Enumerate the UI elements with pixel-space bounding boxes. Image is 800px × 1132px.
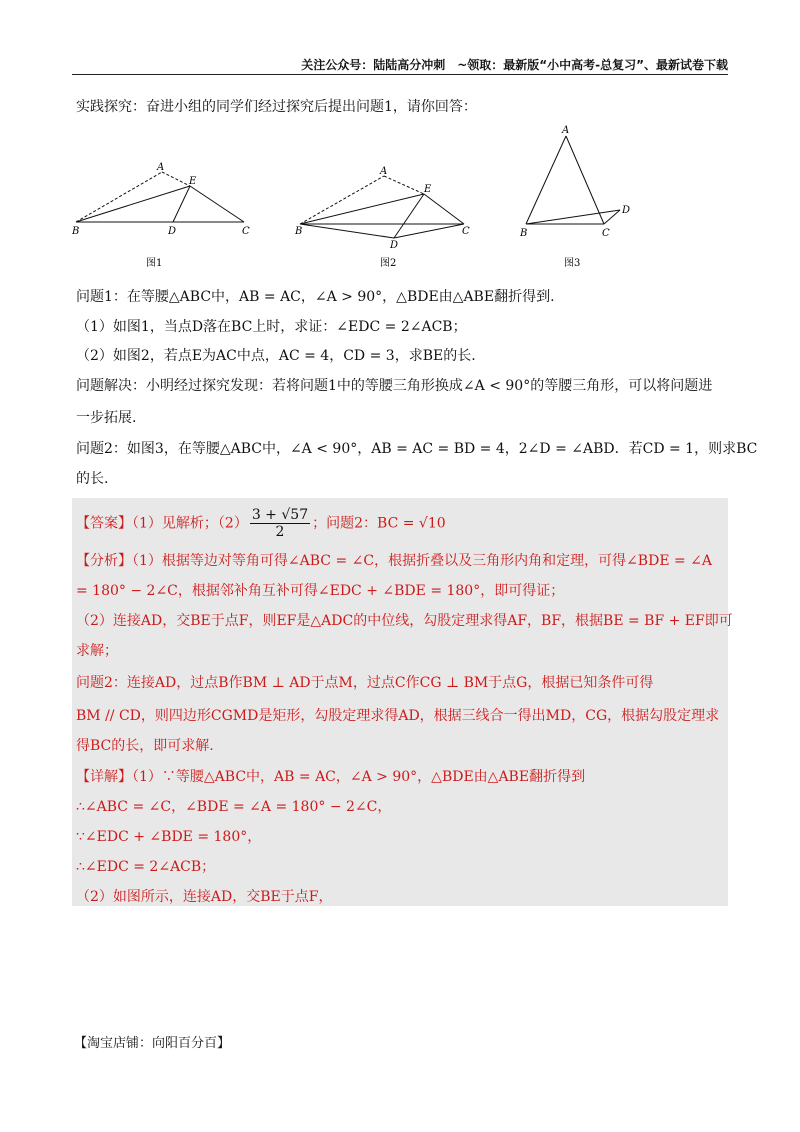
- problem-2-line-1: 问题2：如图3，在等腰△ABC中，∠A < 90°，AB = AC = BD = 4，2∠D = ∠ABD．若CD = 1，则求BC: [76, 441, 758, 457]
- problem-solving-line-2: 一步拓展.: [76, 410, 137, 426]
- figure-1: [76, 172, 244, 222]
- fig3-caption: 图3: [564, 258, 581, 269]
- intro-text: 实践探究：奋进小组的同学们经过探究后提出问题1，请你回答：: [76, 99, 477, 115]
- page-header: 关注公众号：陆陆高分冲刺 ~领取：最新版“小中高考-总复习”、最新试卷下载: [301, 58, 728, 72]
- fig1-label-b: B: [72, 226, 80, 237]
- detail-text-1: （1）∵等腰△ABC中，AB = AC，∠A > 90°，△BDE由△ABE翻折得到: [132, 769, 586, 785]
- answer-fraction-denominator: 2: [275, 524, 285, 540]
- answer-tag: 【答案】: [76, 515, 132, 532]
- fig2-label-a: A: [380, 166, 388, 177]
- analysis-line-7: 得BC的长，即可求解.: [76, 738, 214, 754]
- answer-line: [76, 507, 446, 540]
- fig3-label-b: B: [520, 228, 528, 239]
- fig1-label-d: D: [168, 226, 177, 237]
- detail-line-3: ∵∠EDC + ∠BDE = 180°，: [76, 829, 262, 845]
- detail-line-4: ∴∠EDC = 2∠ACB；: [76, 859, 216, 875]
- detail-line-2: ∴∠ABC = ∠C，∠BDE = ∠A = 180° − 2∠C，: [76, 799, 392, 815]
- fig1-label-a: A: [157, 162, 165, 173]
- analysis-line-4: 求解；: [76, 643, 118, 659]
- fig3-label-a: A: [562, 125, 570, 136]
- fig2-label-e: E: [424, 184, 432, 195]
- fig3-label-d: D: [622, 205, 631, 216]
- fig2-caption: 图2: [380, 258, 397, 269]
- fig2-label-b: B: [295, 226, 303, 237]
- fig2-label-d: D: [390, 240, 399, 251]
- analysis-line-6: BM // CD，则四边形CGMD是矩形，勾股定理求得AD，根据三线合一得出MD，CG，根据勾股定理求: [76, 708, 720, 724]
- analysis-line-1: [76, 552, 712, 570]
- figure-3: [526, 136, 620, 224]
- detail-line-1: [76, 768, 585, 786]
- analysis-line-3: （2）连接AD，交BE于点F，则EF是△ADC的中位线，勾股定理求得AF，BF，根据BE = BF + EF即可: [76, 613, 733, 629]
- answer-fraction-numerator: 3 + √57: [251, 507, 309, 523]
- header-rule: [72, 74, 728, 75]
- problem-1-part-1: （1）如图1，当点D落在BC上时，求证：∠EDC = 2∠ACB；: [76, 319, 467, 335]
- problem-2-line-2: 的长.: [76, 471, 109, 487]
- analysis-line-5: 问题2：连接AD，过点B作BM ⊥ AD于点M，过点C作CG ⊥ BM于点G，根据已知条件可得: [76, 675, 654, 691]
- fig1-label-c: C: [242, 226, 250, 237]
- answer-rest: ；问题2：BC = √10: [312, 515, 446, 532]
- analysis-text-1: （1）根据等边对等角可得∠ABC = ∠C，根据折叠以及三角形内角和定理，可得∠BDE = ∠A: [132, 553, 713, 569]
- problem-1: 问题1：在等腰△ABC中，AB = AC，∠A > 90°，△BDE由△ABE翻折得到.: [76, 289, 555, 305]
- figures-svg: [70, 120, 650, 280]
- detail-line-5: （2）如图所示，连接AD，交BE于点F，: [76, 889, 333, 905]
- fig2-label-c: C: [462, 226, 470, 237]
- problem-1-part-2: （2）如图2，若点E为AC中点，AC = 4，CD = 3，求BE的长.: [76, 348, 476, 364]
- detail-tag: 【详解】: [76, 769, 132, 785]
- figures: [70, 120, 650, 280]
- fig3-label-c: C: [602, 228, 610, 239]
- fig1-label-e: E: [189, 176, 197, 187]
- fig1-caption: 图1: [146, 258, 163, 269]
- analysis-tag: 【分析】: [76, 553, 132, 569]
- problem-solving-line-1: 问题解决：小明经过探究发现：若将问题1中的等腰三角形换成∠A < 90°的等腰三角形，可以将问题进: [76, 378, 713, 394]
- page-footer: 【淘宝店铺：向阳百分百】: [74, 1036, 231, 1051]
- figure-2: [300, 176, 464, 238]
- analysis-line-2: = 180° − 2∠C，根据邻补角互补可得∠EDC + ∠BDE = 180°，即可得证；: [76, 583, 565, 599]
- answer-fraction: [250, 507, 310, 540]
- answer-part1: （1）见解析；（2）: [132, 515, 248, 532]
